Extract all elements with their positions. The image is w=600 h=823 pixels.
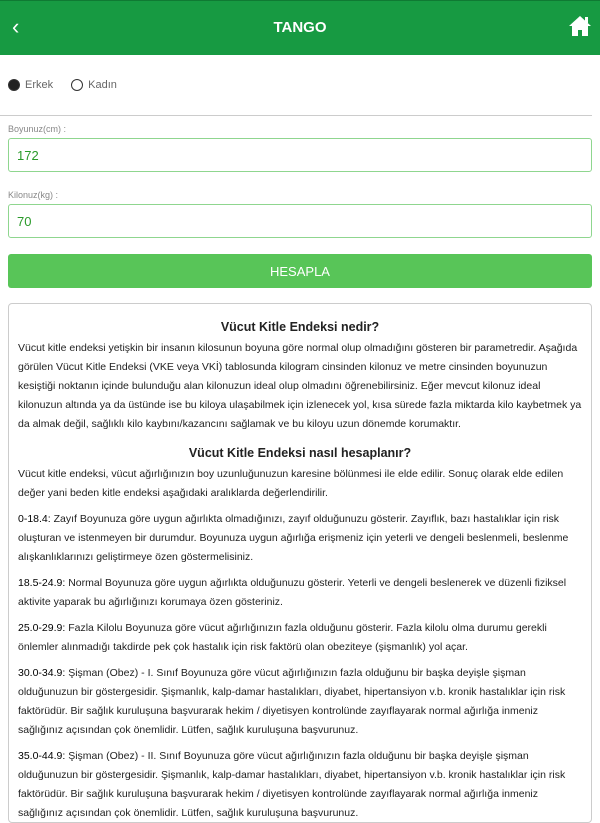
page-title: TANGO [273,19,327,36]
range-item [18,747,582,823]
range-item [18,664,582,740]
radio-erkek[interactable] [8,79,53,91]
range-text: Zayıf Boyunuza göre uygun ağırlıkta olmadığınızı, zayıf olduğunuzu gösterir. Zayıflık, bazı hastalıklar için risk oluşturan ve istenmeyen bir durumdur. Boyunuza uygun ağırlığa erişmeniz için yeterli ve dengeli beslenmeli, beslenme alışkanlıklarınızı geliştirmeye özen göstermelisiniz. [18,513,569,563]
info-paragraph: Vücut kitle endeksi yetişkin bir insanın kilosunun boyuna göre normal olup olmadığını gösteren bir parametredir. Aşağıda görülen Vücut Kitle Endeksi (VKE veya VKİ) tablosunda kilogram cinsinden kilonuz ve metre cinsinden boyunuzun kesiştiği noktanın içinde bulunduğu alan kilonuzun ideal olup olmadını öğrenebilirsiniz. Eğer mevcut kilonuz ideal kilonuzun altında ya da üstünde ise bu kiloya ulaşabilmek için izlenecek yol, kısa sürede fazla miktarda kilo kaybetmek ya da almak değil, sağlıklı kilo kaybını/kazancını sağlamak ve bu kiloyu uzun dönemde korumaktır. [18,342,582,430]
range-item [18,574,582,612]
radio-label: Kadın [88,79,117,91]
range-value: 25.0-29.9: [18,622,66,634]
info-title: Vücut Kitle Endeksi nedir? [220,320,380,334]
range-text: Normal Boyunuza göre uygun ağırlıkta olduğunuzu gösterir. Yeterli ve dengeli beslenerek ve düzenli fiziksel aktivite yaparak bu ağırlığınızı korumaya özen gösteriniz. [18,577,567,608]
gender-radio-group [0,55,592,116]
bmi-info-card [8,303,592,823]
back-button[interactable]: ‹ [12,14,20,39]
app-header [0,0,600,55]
range-text: Fazla Kilolu Boyunuza göre vücut ağırlığınızın fazla olduğunu gösterir. Fazla kilolu olma durumu gerekli önlemler alınmadığı takdirde pek çok hastalık için risk faktörü olan obeziteye (şişmanlık) yol açar. [18,622,547,653]
range-item [18,619,582,657]
height-label: Boyunuz(cm) : [8,124,67,134]
radio-checked-icon [8,79,20,91]
range-value: 18.5-24.9: [18,577,66,589]
home-icon[interactable] [568,15,592,37]
range-text: Şişman (Obez) - II. Sınıf Boyunuza göre vücut ağırlığınızın fazla olduğunu bir başka deyişle şişman olduğunuzun bir göstergesidir. Şişmanlık, kalp-damar hastalıkları, diyabet, hipertansiyon v.b. kronik hastalıklar için risk faktörüdür. Bir sağlık kuruluşuna başvurarak hekim / diyetisyen kontrolünde zayıflayarak normal ağırlığa inmeniz sağlığınız açısından çok önemlidir. Lütfen, sağlık kuruluşuna başvurunuz. [18,750,566,819]
info-title: Vücut Kitle Endeksi nasıl hesaplanır? [188,446,412,460]
radio-label: Erkek [25,79,54,91]
range-text: Şişman (Obez) - I. Sınıf Boyunuza göre vücut ağırlığınızın fazla olduğunu bir başka deyişle şişman olduğunuzun bir göstergesidir. Şişmanlık, kalp-damar hastalıkları, diyabet, hipertansiyon v.b. kronik hastalıklar için risk faktörüdür. Bir sağlık kuruluşuna başvurarak hekim / diyetisyen kontrolünde zayıflayarak normal ağırlığa inmeniz sağlığınız açısından çok önemlidir. Lütfen, sağlık kuruluşuna başvurunuz. [18,667,566,736]
calculate-button[interactable]: HESAPLA [8,254,592,288]
weight-input[interactable] [8,204,592,238]
range-item [18,510,582,567]
radio-kadin[interactable] [71,79,117,91]
info-paragraph: Vücut kitle endeksi, vücut ağırlığınızın boy uzunluğunuzun karesine bölünmesi ile elde edilir. Sonuç olarak elde edilen değer yani beden kitle endeksi aşağıdaki aralıklarda değerlendirilir. [18,468,564,499]
range-value: 0-18.4: [18,513,51,525]
range-value: 35.0-44.9: [18,750,66,762]
radio-unchecked-icon [71,79,83,91]
height-input[interactable] [8,138,592,172]
range-value: 30.0-34.9: [18,667,66,679]
weight-label: Kilonuz(kg) : [8,190,59,200]
